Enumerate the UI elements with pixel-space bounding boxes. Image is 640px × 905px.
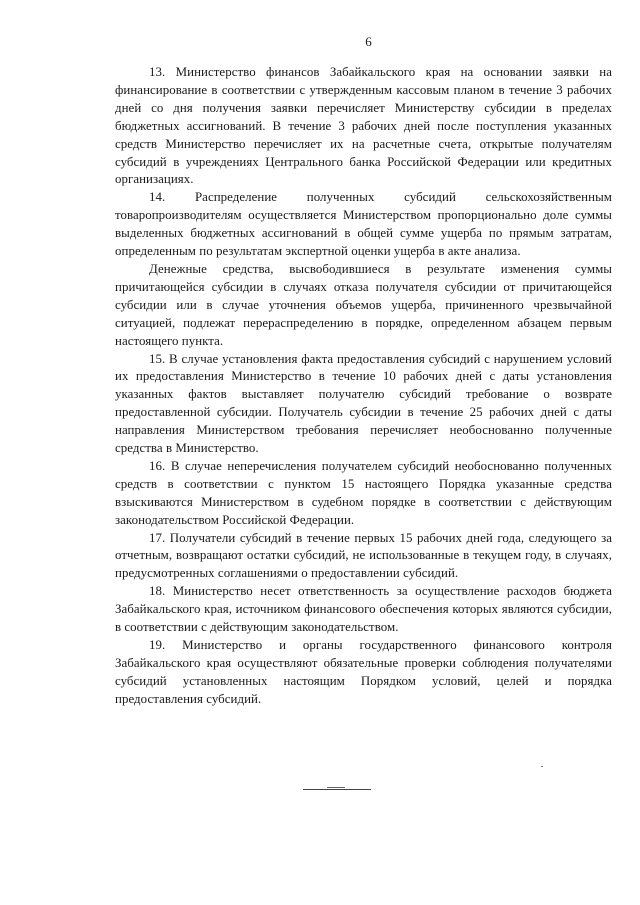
page-number: 6 — [365, 34, 372, 49]
paragraph-13: 13. Министерство финансов Забайкальского края на основании заявки на финансирование в соответствии с утвержденным кассовым планом в течение 3 рабочих дней со дня получения заявки перечисляет Министерству субсидии в пределах бюджетных ассигнований. В течение 3 рабочих дней после поступления указанных средств Министерство перечисляет их на расчетные счета, открытые получателям субсидий в учреждениях Центрального банка Российской Федерации или кредитных организациях. — [115, 65, 612, 187]
paragraph-19: 19. Министерство и органы государственного финансового контроля Забайкальского края осуществляют обязательные проверки соблюдения получателями субсидий установленных настоящим Порядком условий, целей и порядка предоставления субсидий. — [115, 638, 612, 706]
paragraph-16: 16. В случае неперечисления получателем субсидий необоснованно полученных средств в соответствии с пунктом 15 настоящего Порядка указанные средства взыскиваются Министерством в судебном порядке в соответствии с действующим законодательством Российской Федерации. — [115, 458, 612, 527]
end-divider-line — [303, 789, 371, 790]
paragraph-17: 17. Получатели субсидий в течение первых 15 рабочих дней года, следующего за отчетным, возвращают остатки субсидий, не использованные в текущем году, в случаях, предусмотренных соглашениями о предоставлении субсидий. — [115, 530, 612, 581]
paragraph-14-funds: Денежные средства, высвободившиеся в результате изменения суммы причитающейся субсидии в случаях отказа получателя субсидии от причитающейся субсидии или в случае уточнения объемов ущерба, причиненного чрезвычайной ситуацией, подлежат перераспределению в порядке, определенном абзацем первым настоящего пункта. — [115, 261, 612, 348]
paragraph-15: 15. В случае установления факта предоставления субсидий с нарушением условий их предоставления Министерство в течение 10 рабочих дней с даты установления указанных фактов выставляет получателю субсидий требование о возврате предоставленной субсидии. Получатель субсидии в течение 25 рабочих дней с даты направления Министерством требования перечисляет необоснованно полученные средства в Министерство. — [115, 351, 612, 456]
paragraph-18: 18. Министерство несет ответственность за осуществление расходов бюджета Забайкальского края, источником финансового обеспечения которых являются субсидии, в соответствии с действующим законодательством. — [115, 584, 612, 635]
paragraph-14: 14. Распределение полученных субсидий сельскохозяйственным товаропроизводителям осуществляется Министерством пропорционально доле суммы выделенных бюджетных ассигнований в общей сумме ущерба по прямым затратам, определенным по результатам экспертной оценки ущерба в акте анализа. — [115, 190, 612, 259]
scan-speck — [541, 766, 543, 767]
